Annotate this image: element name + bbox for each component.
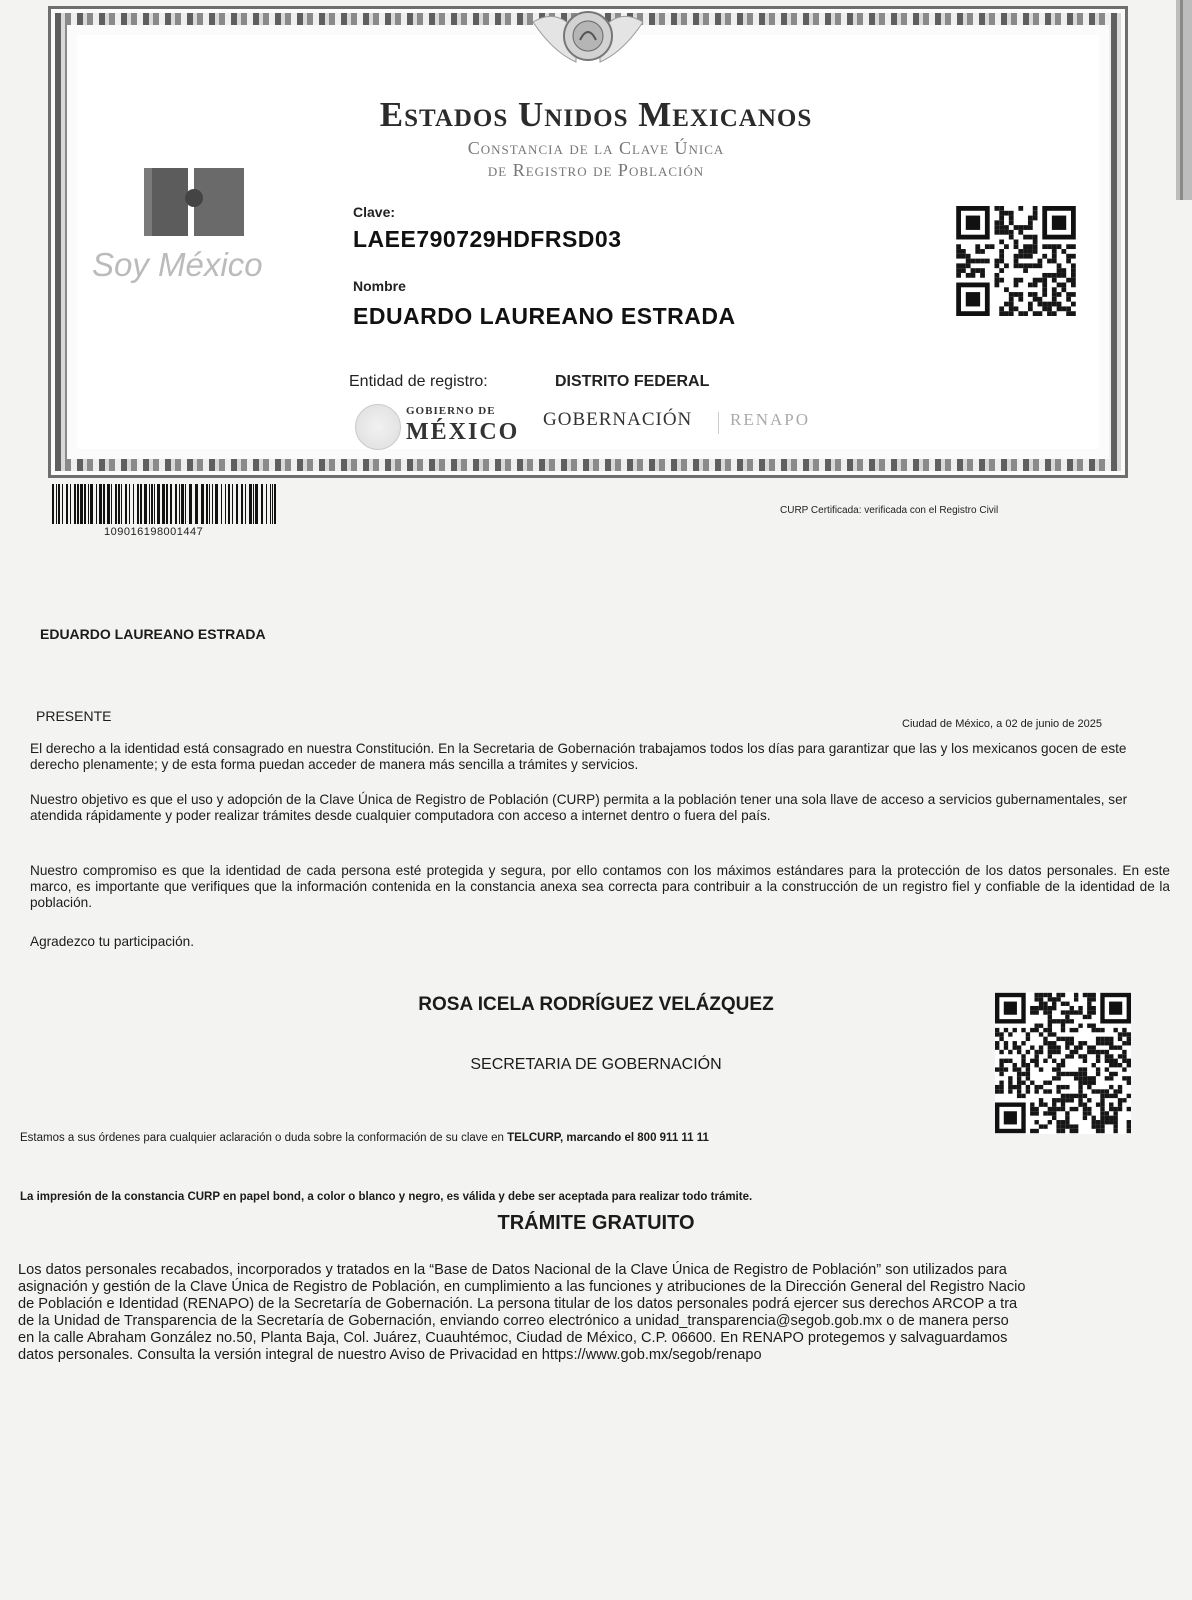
- contact-line: [20, 1132, 709, 1144]
- free-procedure-banner: TRÁMITE GRATUITO: [497, 1212, 695, 1234]
- privacy-line: en la calle Abraham González no.50, Planta Baja, Col. Juárez, Cuauhtémoc, Ciudad de México, C.P. 06600. En RENAPO protegemos y salvaguardamos: [18, 1330, 1008, 1346]
- document-title: Estados Unidos Mexicanos: [379, 95, 813, 134]
- barcode-number: 109016198001447: [104, 526, 204, 538]
- contact-text: Estamos a sus órdenes para cualquier aclaración o duda sobre la conformación de su clave en: [20, 1132, 504, 1144]
- privacy-line: de la Unidad de Transparencia de la Secretaría de Gobernación, enviando correo electrónico a unidad_transparencia@segob.gob.mx o de manera perso: [18, 1313, 1009, 1329]
- mexico-flag-icon: [100, 168, 250, 236]
- logo-mexico: MÉXICO: [406, 419, 520, 445]
- gobierno-seal-icon: [355, 404, 401, 450]
- privacy-notice: [18, 1262, 1192, 1364]
- nombre-label: Nombre: [353, 278, 406, 294]
- privacy-line: datos personales. Consulta la versión integral de nuestro Aviso de Privacidad en https://www.gob.mx/segob/renapo: [18, 1347, 762, 1363]
- qr-code-icon: [956, 206, 1076, 316]
- clave-label: Clave:: [353, 204, 396, 220]
- recipient-name: EDUARDO LAUREANO ESTRADA: [40, 626, 266, 642]
- nombre-value: EDUARDO LAUREANO ESTRADA: [353, 303, 736, 329]
- logo-renapo: RENAPO: [730, 410, 811, 429]
- barcode-icon: [52, 484, 280, 524]
- document-subtitle-line1: Constancia de la Clave Única: [467, 138, 725, 158]
- validity-note: La impresión de la constancia CURP en papel bond, a color o blanco y negro, es válida y debe ser aceptada para realizar todo trámite.: [20, 1191, 753, 1203]
- signer-name: ROSA ICELA RODRÍGUEZ VELÁZQUEZ: [418, 994, 774, 1015]
- salutation: PRESENTE: [36, 708, 112, 724]
- signer-role: SECRETARIA DE GOBERNACIÓN: [470, 1056, 722, 1073]
- thanks-line: Agradezco tu participación.: [30, 934, 194, 949]
- qr-code-signature-icon: [995, 992, 1131, 1134]
- logo-gobierno-de: GOBIERNO DE: [406, 405, 496, 417]
- paragraph-identity: El derecho a la identidad está consagrado en nuestra Constitución. En la Secretaria de Gobernación trabajamos todos los días para garantizar que las y los mexicanos gocen de este derecho plenamente; y de esta forma puedan acceder de manera más sencilla a trámites y servicios.: [30, 741, 1127, 772]
- telcurp-phone: TELCURP, marcando el 800 911 11 11: [507, 1132, 709, 1144]
- clave-value: LAEE790729HDFRSD03: [353, 226, 622, 252]
- paragraph-objective: Nuestro objetivo es que el uso y adopción de la Clave Única de Registro de Población (CURP) permita a la población tener una sola llave de acceso a servicios gubernamentales, ser atendida rápidamente y poder realizar trámites desde cualquier computadora con acceso a internet dentro o fuera del país.: [30, 792, 1128, 823]
- logo-gobernacion: GOBERNACIÓN: [543, 409, 693, 430]
- privacy-line: de Población e Identidad (RENAPO) de la Secretaría de Gobernación. La persona titular de los datos personales podrá ejercer sus derechos ARCOP a tra: [18, 1296, 1018, 1312]
- soy-mexico-brand: Soy México: [92, 246, 263, 283]
- national-emblem-icon: [528, 2, 648, 72]
- certified-note: CURP Certificada: verificada con el Registro Civil: [780, 505, 999, 516]
- paragraph-commitment: Nuestro compromiso es que la identidad de cada persona esté protegida y segura, por ello contamos con los máximos estándares para la protección de los datos personales. En este marco, es importante que verifiques que la información contenida en la constancia anexa sea correcta para contribuir a la construcción de un registro fiel y confiable de la identidad de la población.: [30, 863, 1170, 910]
- logo-divider: [718, 412, 719, 434]
- document-subtitle-line2: de Registro de Población: [487, 160, 705, 180]
- privacy-line: asignación y gestión de la Clave Única de Registro de Población, en cumplimiento a las funciones y atribuciones de la Dirección General del Registro Nacio: [18, 1279, 1026, 1295]
- privacy-line: Los datos personales recabados, incorporados y tratados en la “Base de Datos Nacional de la Clave Única de Registro de Población” son utilizados para: [18, 1262, 1007, 1278]
- entidad-value: DISTRITO FEDERAL: [555, 373, 710, 390]
- entidad-label: Entidad de registro:: [349, 373, 488, 390]
- place-date: Ciudad de México, a 02 de junio de 2025: [902, 718, 1102, 730]
